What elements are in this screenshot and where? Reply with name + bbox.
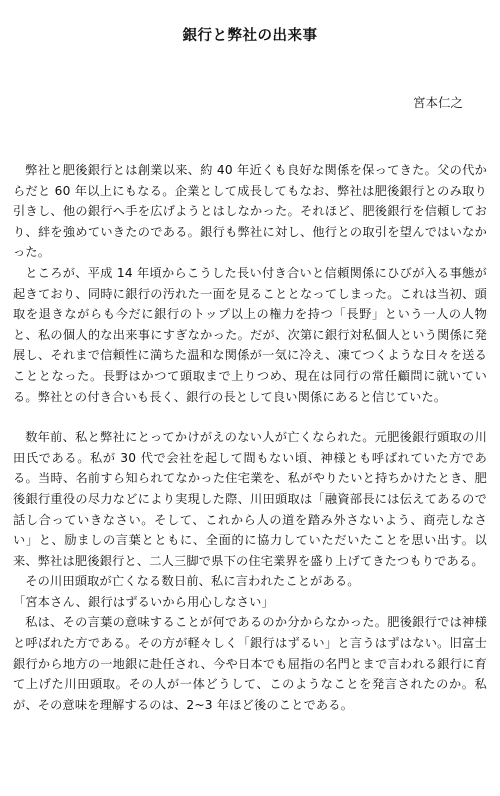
document-body (13, 160, 487, 715)
paragraph-2: ところが、平成 14 年頃からこうした長い付き合いと信頼関係にひびが入る事態が起きており、同時に銀行の汚れた一面を見ることとなってしまった。これは当初、頭取を退きながらも今だに銀行のトップ以上の権力を持つ「長野」という一人の人物と、私の個人的な出来事にすぎなかった。だが、次第に銀行対私個人という関係に発展し、それまで信頼性に満ちた温和な関係が一気に冷え、凍てつくような日々を送ることとなった。長野はかつて頭取まで上りつめ、現在は同行の常任顧問に就いている。弊社との付き合いも長く、銀行の長として良い関係にあると信じていた。 (13, 265, 487, 404)
paragraph-1: 弊社と肥後銀行とは創業以来、約 40 年近くも良好な関係を保ってきた。父の代からだと 60 年以上にもなる。企業として成長してもなお、弊社は肥後銀行とのみ取り引きし、他の銀行へ手を広げようとはしなかった。それほど、肥後銀行を信頼しており、絆を強めていきたのである。銀行も弊社に対し、他行との取引を望んではいなかった。 (13, 163, 487, 260)
paragraph-3: 数年前、私と弊社にとってかけがえのない人が亡くなられた。元肥後銀行頭取の川田氏である。私が 30 代で会社を起して間もない頃、神様とも呼ばれていた方である。当時、名前すら知られてなかった住宅業を、私がやりたいと持ちかけたとき、肥後銀行重役の尽力などにより実現した際、川田頭取は「融資部長には伝えてあるので話し合っていきなさい。そして、これから人の道を踏み外さないよう、商売しなさい」と、励ましの言葉とともに、全面的に協力していただいたことを思い出す。以来、弊社は肥後銀行と、二人三脚で県下の住宅業界を盛り上げてきたつもりである。 (13, 430, 487, 568)
quote-line: 「宮本さん、銀行はずるいから用心しなさい」 (13, 594, 274, 609)
author-name: 宮本仁之 (412, 95, 463, 110)
document-title: 銀行と弊社の出来事 (182, 28, 318, 44)
paragraph-4: その川田頭取が亡くなる数日前、私に言われたことがある。 (25, 574, 360, 589)
paragraph-5: 私は、その言葉の意味することが何であるのか分からなかった。肥後銀行では神様と呼ばれた方である。その方が軽々しく「銀行はずるい」と言うはずはない。旧富士銀行から地方の一地銀に赴任され、今や日本でも屈指の名門とまで言われる銀行に育て上げた川田頭取。その人が一体どうして、このようなことを発言されたのか。私が、その意味を理解するのは、2~3 年ほど後のことである。 (13, 615, 487, 712)
paragraph-spacer (13, 407, 487, 427)
